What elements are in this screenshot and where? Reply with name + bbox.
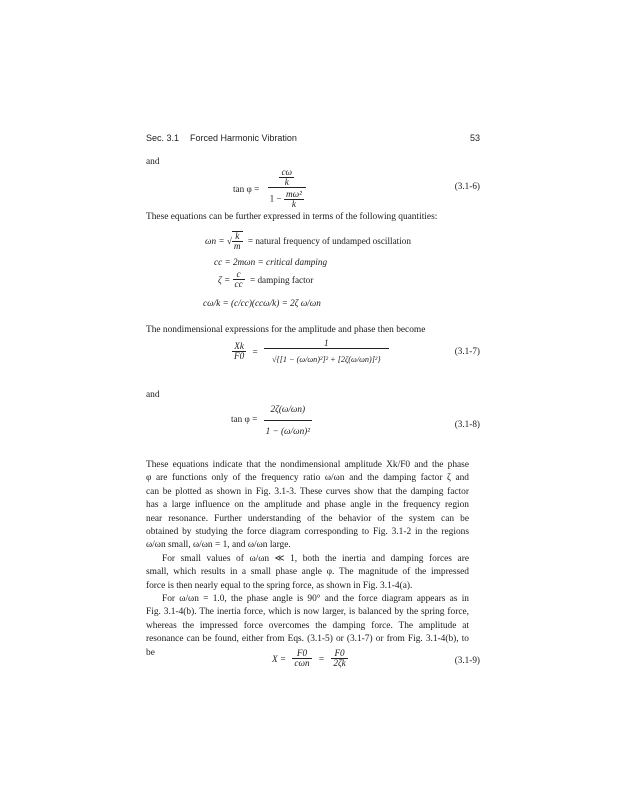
eq319-fraction-1 <box>292 649 311 668</box>
p3-line: be <box>146 647 155 658</box>
text-and-1: and <box>146 157 160 167</box>
eq316-number: (3.1-6) <box>454 181 480 191</box>
equation-3-1-7: $\frac{Xk}{F0}$ = $\frac{1}{\text{√\{[1 − (ω/ωn)²]² + [2ζ(ω/ωn)]²\}}}$ <box>232 339 389 364</box>
running-title: Forced Harmonic Vibration <box>190 133 297 143</box>
p2-line: For small values of ω/ωn ≪ 1, both the inertia and damping forces are <box>162 554 469 564</box>
eq318-den: 1 − (ω/ωn)² <box>265 426 310 436</box>
p3-line: Fig. 3.1-4(b). The inertia force, which is now larger, is balanced by the spring force, <box>146 607 469 618</box>
eq316-main-fraction <box>268 168 306 209</box>
eq318-lhs: tan φ = <box>231 413 258 424</box>
eq316-num-bottom: k <box>284 177 289 187</box>
equation-3-1-6 <box>233 168 306 209</box>
eq316-numerator-fraction <box>279 168 294 187</box>
eq319-f2-den: 2ζk <box>333 658 346 668</box>
q1-lhs: ωn = <box>205 236 225 246</box>
p3-line: whereas the impressed force overcomes the damping force. The amplitude at <box>146 620 469 631</box>
p1-line: near resonance. Further understanding of the behavior of the system can be <box>146 513 469 524</box>
eq317-lhs-fraction <box>232 342 246 361</box>
p3-line: resonance can be found, either from Eqs. (3.1-5) or (3.1-7) or from Fig. 3.1-4(b), to <box>146 634 469 645</box>
paragraph-2 <box>146 553 469 593</box>
eq319-equals: = <box>318 653 325 664</box>
eq317-lhs-num: Xk <box>232 342 246 352</box>
eq317-rhs-den: √{[1 − (ω/ωn)²]² + [2ζ(ω/ωn)]²} <box>271 355 381 364</box>
sqrt-icon: √ <box>226 236 232 246</box>
p1-line: can be plotted as shown in Fig. 3.1-3. These curves show that the damping factor <box>146 486 469 497</box>
eq319-lhs: X = <box>272 653 287 664</box>
eq318-number: (3.1-8) <box>454 419 480 429</box>
p2-line: force is then nearly equal to the spring force, as shown in Fig. 3.1-4(a). <box>146 580 413 591</box>
paragraph-1 <box>146 459 469 553</box>
equation-3-1-8 <box>231 401 312 436</box>
eq316-den-bottom: k <box>291 199 296 209</box>
eq316-den-fraction <box>284 190 304 209</box>
def-ratio-identity: cω/k = (c/cc)(ccω/k) = 2ζ ω/ωn <box>203 298 321 308</box>
eq319-f1-num: F0 <box>292 649 311 659</box>
p1-line: has a large influence on the amplitude and phase angle in the frequency region <box>146 500 469 511</box>
q3-description: = damping factor <box>249 274 314 285</box>
def-critical-damping: cc = 2mωn = critical damping <box>214 257 328 267</box>
eq319-f2-num: F0 <box>331 649 347 659</box>
equation-3-1-9 <box>272 649 348 668</box>
p1-line: obtained by studying the force diagram corresponding to Fig. 3.1-2 in the regions <box>146 527 469 538</box>
q3-den: cc <box>234 279 243 289</box>
eq316-lhs: tan φ = <box>233 183 260 194</box>
q1-sqrt-num: k <box>232 232 243 242</box>
eq318-fraction <box>264 401 312 436</box>
p1-line: ω/ωn small, ω/ωn = 1, and ω/ωn large. <box>146 540 291 551</box>
eq316-den-top: mω² <box>285 189 302 199</box>
p3-line: For ω/ωn = 1.0, the phase angle is 90° and the force diagram appears as in <box>162 594 469 604</box>
q1-sqrt-fraction <box>232 231 243 251</box>
q3-num: c <box>233 270 245 280</box>
eq316-num-top: cω <box>281 167 293 177</box>
eq318-num: 2ζ(ω/ωn) <box>264 401 312 421</box>
q3-lhs: ζ = <box>218 274 231 285</box>
eq316-den-one: 1 − <box>269 193 282 204</box>
q1-sqrt-den: m <box>233 241 241 251</box>
def-damping-factor <box>218 270 313 289</box>
eq317-rhs-fraction <box>264 339 389 364</box>
q1-description: = natural frequency of undamped oscillation <box>247 236 411 246</box>
eq319-fraction-2 <box>331 649 347 668</box>
text-and-2: and <box>146 390 160 400</box>
section-label: Sec. 3.1 <box>146 133 180 143</box>
eq317-lhs-den: F0 <box>234 351 245 361</box>
p1-line: These equations indicate that the nondimensional amplitude Xk/F0 and the phase <box>146 460 469 470</box>
def-natural-frequency <box>205 231 411 251</box>
eq317-number: (3.1-7) <box>454 346 480 356</box>
eq317-rhs-num: 1 <box>264 339 389 349</box>
page-number: 53 <box>469 133 480 143</box>
p1-line: φ are functions only of the frequency ratio ω/ωn and the damping factor ζ and <box>146 473 469 484</box>
q3-fraction <box>233 270 245 289</box>
text-nondim-intro: The nondimensional expressions for the amplitude and phase then become <box>146 325 426 335</box>
p2-line: small, which results in a small phase angle φ. The magnitude of the impressed <box>146 567 469 578</box>
text-quantities-intro: These equations can be further expressed in terms of the following quantities: <box>146 212 438 222</box>
eq319-f1-den: cωn <box>294 658 310 668</box>
eq319-number: (3.1-9) <box>454 655 480 665</box>
